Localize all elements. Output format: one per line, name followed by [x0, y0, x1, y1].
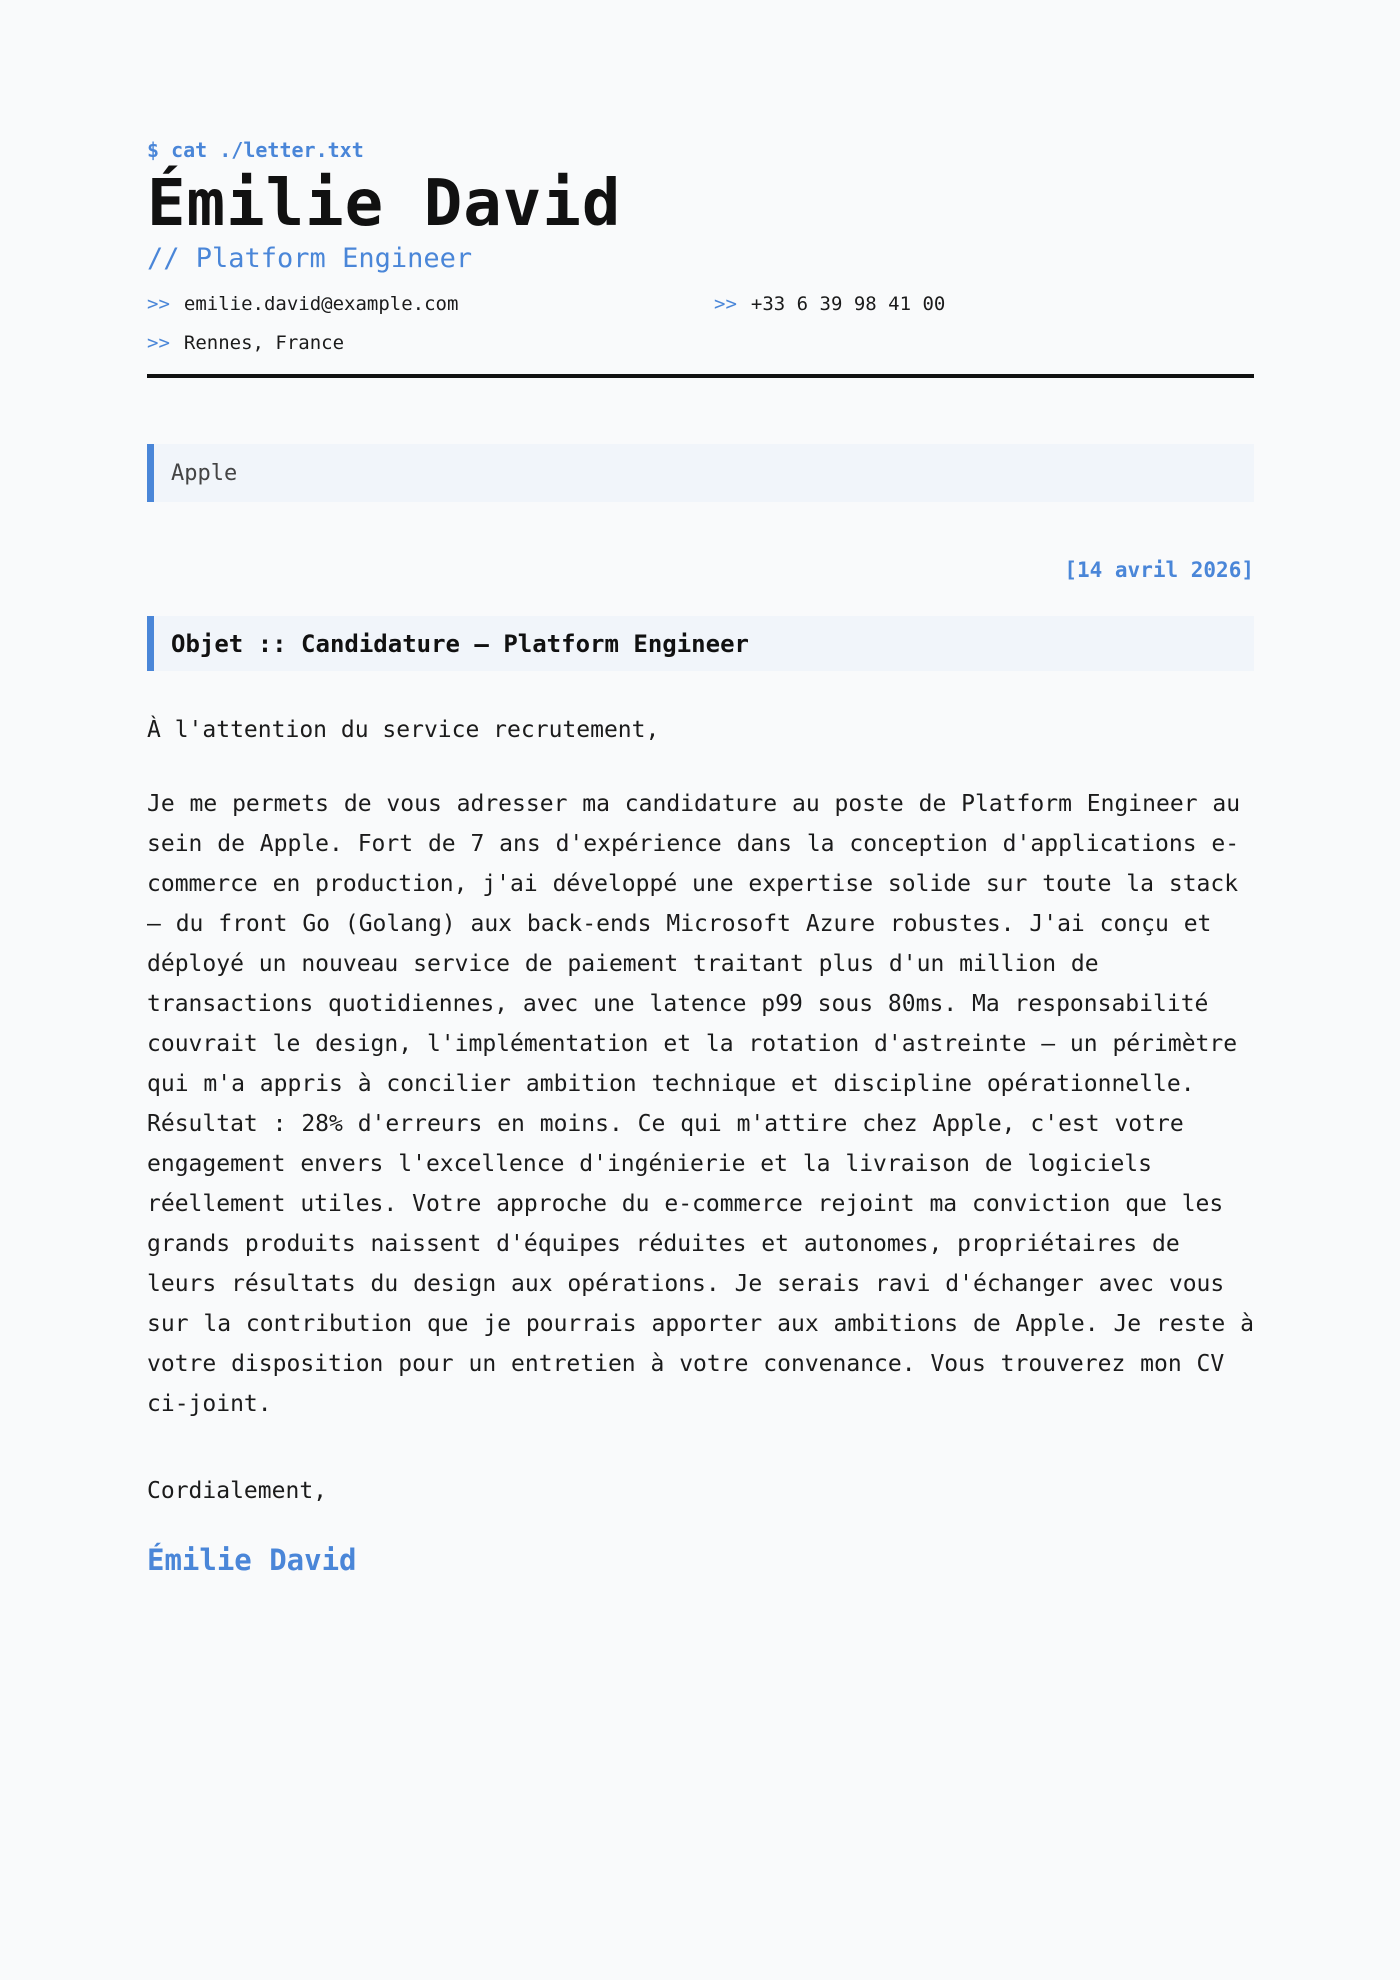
letter-body: Je me permets de vous adresser ma candidature au poste de Platform Engineer au sein de Apple. Fort de 7 ans d'expérience dans la conception d'applications e-commerce en production, j'ai développé une expertise solide sur toute la stack — du front Go (Golang) aux back-ends Microsoft Azure robustes. J'ai conçu et déployé un nouveau service de paiement traitant plus d'un million de transactions quotidiennes, avec une latence p99 sous 80ms. Ma responsabilité couvrait le design, l'implémentation et la rotation d'astreinte — un périmètre qui m'a appris à concilier ambition technique et discipline opérationnelle. Résultat : 28% d'erreurs en moins. Ce qui m'attire chez Apple, c'est votre engagement envers l'excellence d'ingénierie et la livraison de logiciels réellement utiles. Votre approche du e-commerce rejoint ma conviction que les grands produits naissent d'équipes réduites et autonomes, propriétaires de leurs résultats du design aux opérations. Je serais ravi d'échanger avec vous sur la contribution que je pourrais apporter aux ambitions de Apple. Je reste à votre disposition pour un entretien à votre convenance. Vous trouverez mon CV ci-joint. [147, 791, 1254, 1417]
letter-signature: Émilie David [147, 1543, 357, 1577]
contact-phone [714, 292, 1254, 317]
letter-closing: Cordialement, [147, 1478, 328, 1504]
subject-text: Objet :: Candidature — Platform Engineer [171, 629, 749, 658]
contact-marker-icon: >> [147, 293, 170, 315]
letter-subject [147, 616, 1254, 671]
letter-date: [14 avril 2026] [1064, 558, 1254, 582]
sender-role: // Platform Engineer [147, 243, 473, 274]
contact-marker-icon: >> [147, 332, 170, 354]
contact-location [147, 331, 714, 356]
contact-list [147, 292, 1254, 356]
contact-marker-icon: >> [714, 293, 737, 315]
location-text: Rennes, France [183, 332, 345, 354]
letter-greeting: À l'attention du service recrutement, [147, 717, 660, 743]
email-text: emilie.david@example.com [183, 293, 459, 315]
company-name: Apple [171, 460, 238, 486]
header-divider [147, 374, 1254, 378]
sender-name: Émilie David [147, 167, 622, 241]
contact-email [147, 292, 714, 317]
terminal-prompt: $ cat ./letter.txt [147, 138, 364, 162]
letter-header [147, 138, 1254, 378]
recipient-company [147, 444, 1254, 502]
phone-text: +33 6 39 98 41 00 [750, 293, 946, 315]
